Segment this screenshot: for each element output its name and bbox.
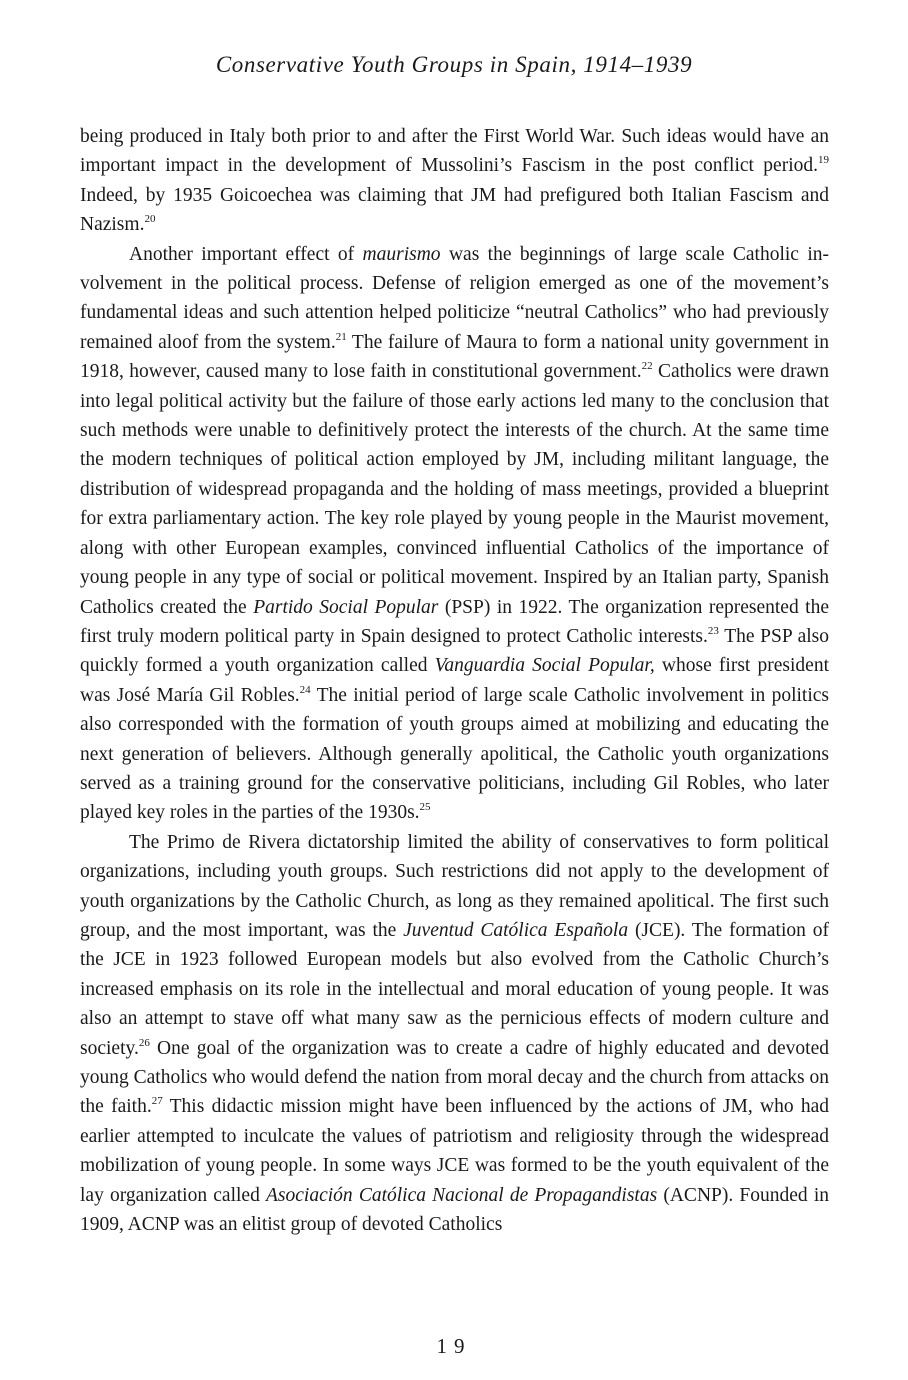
body-text — [80, 122, 829, 1239]
paragraph — [80, 828, 829, 1240]
footnote-marker: 21 — [335, 330, 347, 343]
running-head: Conservative Youth Groups in Spain, 1914–1939 — [215, 52, 693, 77]
paragraph-text: The PSP also quickly formed a youth organization called — [80, 625, 829, 677]
page-number: 19 — [436, 1334, 472, 1358]
footnote-marker: 24 — [299, 683, 311, 696]
footnote-marker: 23 — [707, 624, 719, 637]
footnote-marker: 20 — [144, 213, 156, 226]
footnote-marker: 26 — [138, 1036, 150, 1049]
footnote-marker: 22 — [641, 360, 653, 373]
paragraph-text: being produced in Italy both prior to and after the First World War. Such ideas would have an important impact in the development of Mussolini’s Fascism in the post conflict period. — [80, 126, 829, 177]
italic-term: Vanguardia Social Popular, — [434, 655, 655, 677]
paragraph-text: was the beginnings of large scale Catholic involvement in the political process. Defense of religion emerged as one of the movement’s fundamental ideas and such attention helped politicize “neutral Catholics” who had previously remained aloof from the system. — [80, 243, 829, 353]
paragraph-text: (ACNP). Founded in 1909, ACNP was an elitist group of devoted Catholics — [80, 1184, 829, 1236]
paragraph-text: The failure of Maura to form a national unity government in 1918, however, caused many to lose faith in constitutional government. — [80, 331, 829, 383]
paragraph-text: One goal of the organization was to create a cadre of highly educated and devoted young Catholics who would defend the nation from moral decay and the church from attacks on the faith. — [80, 1037, 829, 1118]
paragraph — [80, 122, 829, 240]
paragraph-text: (JCE). The formation of the JCE in 1923 followed European models but also evolved from the Catholic Church’s increased emphasis on its role in the intellectual and moral education of young people. It was also an attempt to stave off what many saw as the pernicious effects of modern culture and society. — [80, 919, 829, 1059]
paragraph-text: whose first president was José María Gil Robles. — [80, 655, 830, 706]
paragraph-text: Another important effect of — [129, 243, 363, 265]
paragraph-text: Indeed, by 1935 Goicoechea was claiming that JM had prefigured both Italian Fascism and Nazism. — [80, 184, 829, 236]
footnote-marker: 25 — [419, 801, 431, 814]
paragraph-text: Catholics were drawn into legal political activity but the failure of those early actions led many to the conclusion that such methods were unable to definitively protect the interests of the church. At the same time the modern techniques of political action employed by JM, including militant language, the distribution of widespread propaganda and the holding of mass meetings, provided a blueprint for extra parliamentary action. The key role played by young people in the Maurist movement, along with other European examples, convinced influential Catholics of the importance of young people in any type of social or political movement. Inspired by an Italian party, Spanish Catholics created the — [80, 361, 829, 618]
paragraph-text: This didactic mission might have been influenced by the actions of JM, who had earlier attempted to inculcate the values of patriotism and religiosity through the widespread mobilization of young people. In some ways JCE was formed to be the youth equivalent of the lay organization called — [80, 1096, 829, 1206]
footnote-marker: 27 — [151, 1095, 163, 1108]
italic-term: Partido Social Popular — [253, 596, 439, 618]
italic-term: maurismo — [362, 243, 441, 265]
footnote-marker: 19 — [818, 154, 829, 167]
paragraph — [80, 240, 829, 828]
italic-term: Juventud Católica Española — [403, 919, 629, 941]
paragraph-text: The initial period of large scale Catholic involvement in politics also corresponded with the formation of youth groups aimed at mobilizing and educating the next generation of believers. Although generally apolitical, the Catholic youth organizations served as a training ground for the conservative politicians, including Gil Robles, who later played key roles in the parties of the 1930s. — [80, 684, 829, 824]
paragraph-text: (PSP) in 1922. The organization represented the first truly modern political party in Spain designed to protect Catholic interests. — [80, 596, 829, 647]
paragraph-text: The Primo de Rivera dictatorship limited the ability of conservatives to form political organizations, including youth groups. Such restrictions did not apply to the development of youth organizations by the Catholic Church, as long as they remained apolitical. The first such group, and the most important, was the — [80, 831, 829, 941]
italic-term: Asociación Católica Nacional de Propagandistas — [266, 1184, 658, 1206]
